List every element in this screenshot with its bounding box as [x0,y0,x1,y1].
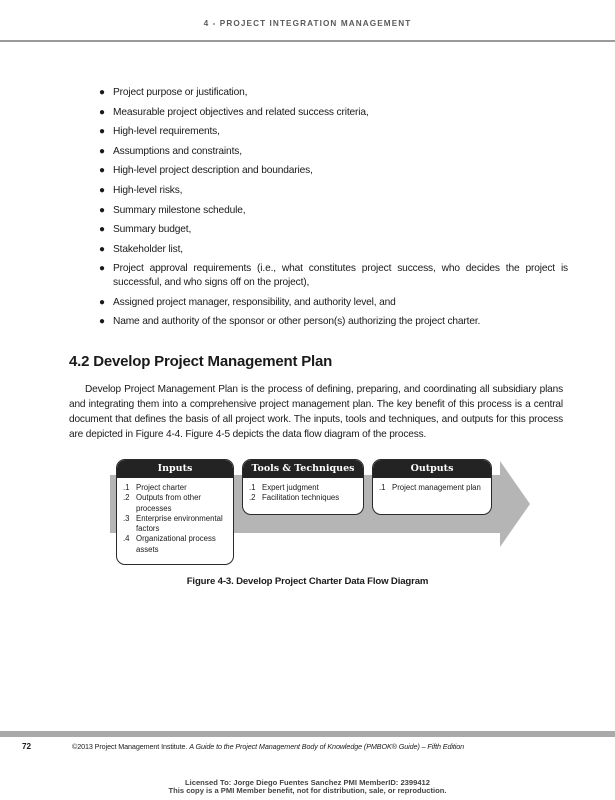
inputs-box [116,459,234,565]
footer-copyright: ©2013 Project Management Institute. A Guide to the Project Management Body of Knowledge (PMBOK® Guide) – Fifth Edition [72,742,465,751]
list-item: ● Summary budget, [99,224,192,236]
list-item: ● Measurable project objectives and related success criteria, [99,106,369,118]
list-item: ● High-level project description and boundaries, [99,165,313,177]
charter-contents-list [98,86,568,335]
outputs-box-title: Outputs [373,460,491,478]
data-flow-diagram [110,459,530,569]
bullet-icon: ● [99,224,105,236]
license-line: This copy is a PMI Member benefit, not for distribution, sale, or reproduction. [168,786,447,796]
license-notice [0,779,615,796]
footer-divider [0,731,615,737]
bullet-icon: ● [99,106,105,118]
list-item: ● Project approval requirements (i.e., what constitutes project success, who decides the project is successful, and who signs off on the project), [99,263,568,289]
list-item: .1 Project charter [123,483,187,492]
list-item: .2 Outputs from other processes [123,493,202,513]
page-number: 72 [22,742,32,751]
list-item: ● Assigned project manager, responsibility, and authority level, and [99,296,396,308]
bullet-icon: ● [99,145,105,157]
bullet-icon: ● [99,296,105,308]
bullet-icon: ● [99,165,105,177]
list-item: .3 Enterprise environmental factors [123,513,223,534]
list-item: .1 Project management plan [379,483,481,492]
license-line: Licensed To: Jorge Diego Fuentes Sanchez PMI MemberID: 2399412 [184,778,431,787]
chapter-title: 4 - PROJECT INTEGRATION MANAGEMENT [203,19,412,28]
bullet-icon: ● [99,126,105,138]
bullet-icon: ● [99,263,105,275]
list-item: ● High-level requirements, [99,126,220,138]
tools-techniques-box [242,459,364,515]
list-item: ● Stakeholder list, [99,243,183,255]
list-item: ● Project purpose or justification, [99,87,248,98]
list-item: ● Name and authority of the sponsor or other person(s) authorizing the project charter. [99,316,481,328]
bullet-icon: ● [99,204,105,216]
inputs-box-title: Inputs [117,460,233,478]
figure-caption: Figure 4-3. Develop Project Charter Data Flow Diagram [186,576,429,587]
outputs-box [372,459,492,515]
section-intro-paragraph: Develop Project Management Plan is the process of defining, preparing, and coordinating all subsidiary plans and integrating them into a comprehensive project management plan. The key benefit of this process is a central document that defines the basis of all project work. The inputs, tools and techniques, and outputs for this process are depicted in Figure 4-4. Figure 4-5 depicts the data flow diagram of the process. [69,384,563,441]
list-item: .1 Expert judgment [249,483,319,492]
bullet-icon: ● [99,243,105,255]
list-item: .4 Organizational process assets [123,534,216,554]
bullet-icon: ● [99,87,105,98]
list-item: ● High-level risks, [99,184,183,196]
list-item: ● Assumptions and constraints, [99,145,242,157]
bullet-icon: ● [99,184,105,196]
section-heading: 4.2 Develop Project Management Plan [69,353,333,370]
list-item: .2 Facilitation techniques [249,493,340,503]
list-item: ● Summary milestone schedule, [99,204,246,216]
tools-box-title: Tools & Techniques [243,460,363,478]
page-header [0,0,615,42]
bullet-icon: ● [99,316,105,328]
